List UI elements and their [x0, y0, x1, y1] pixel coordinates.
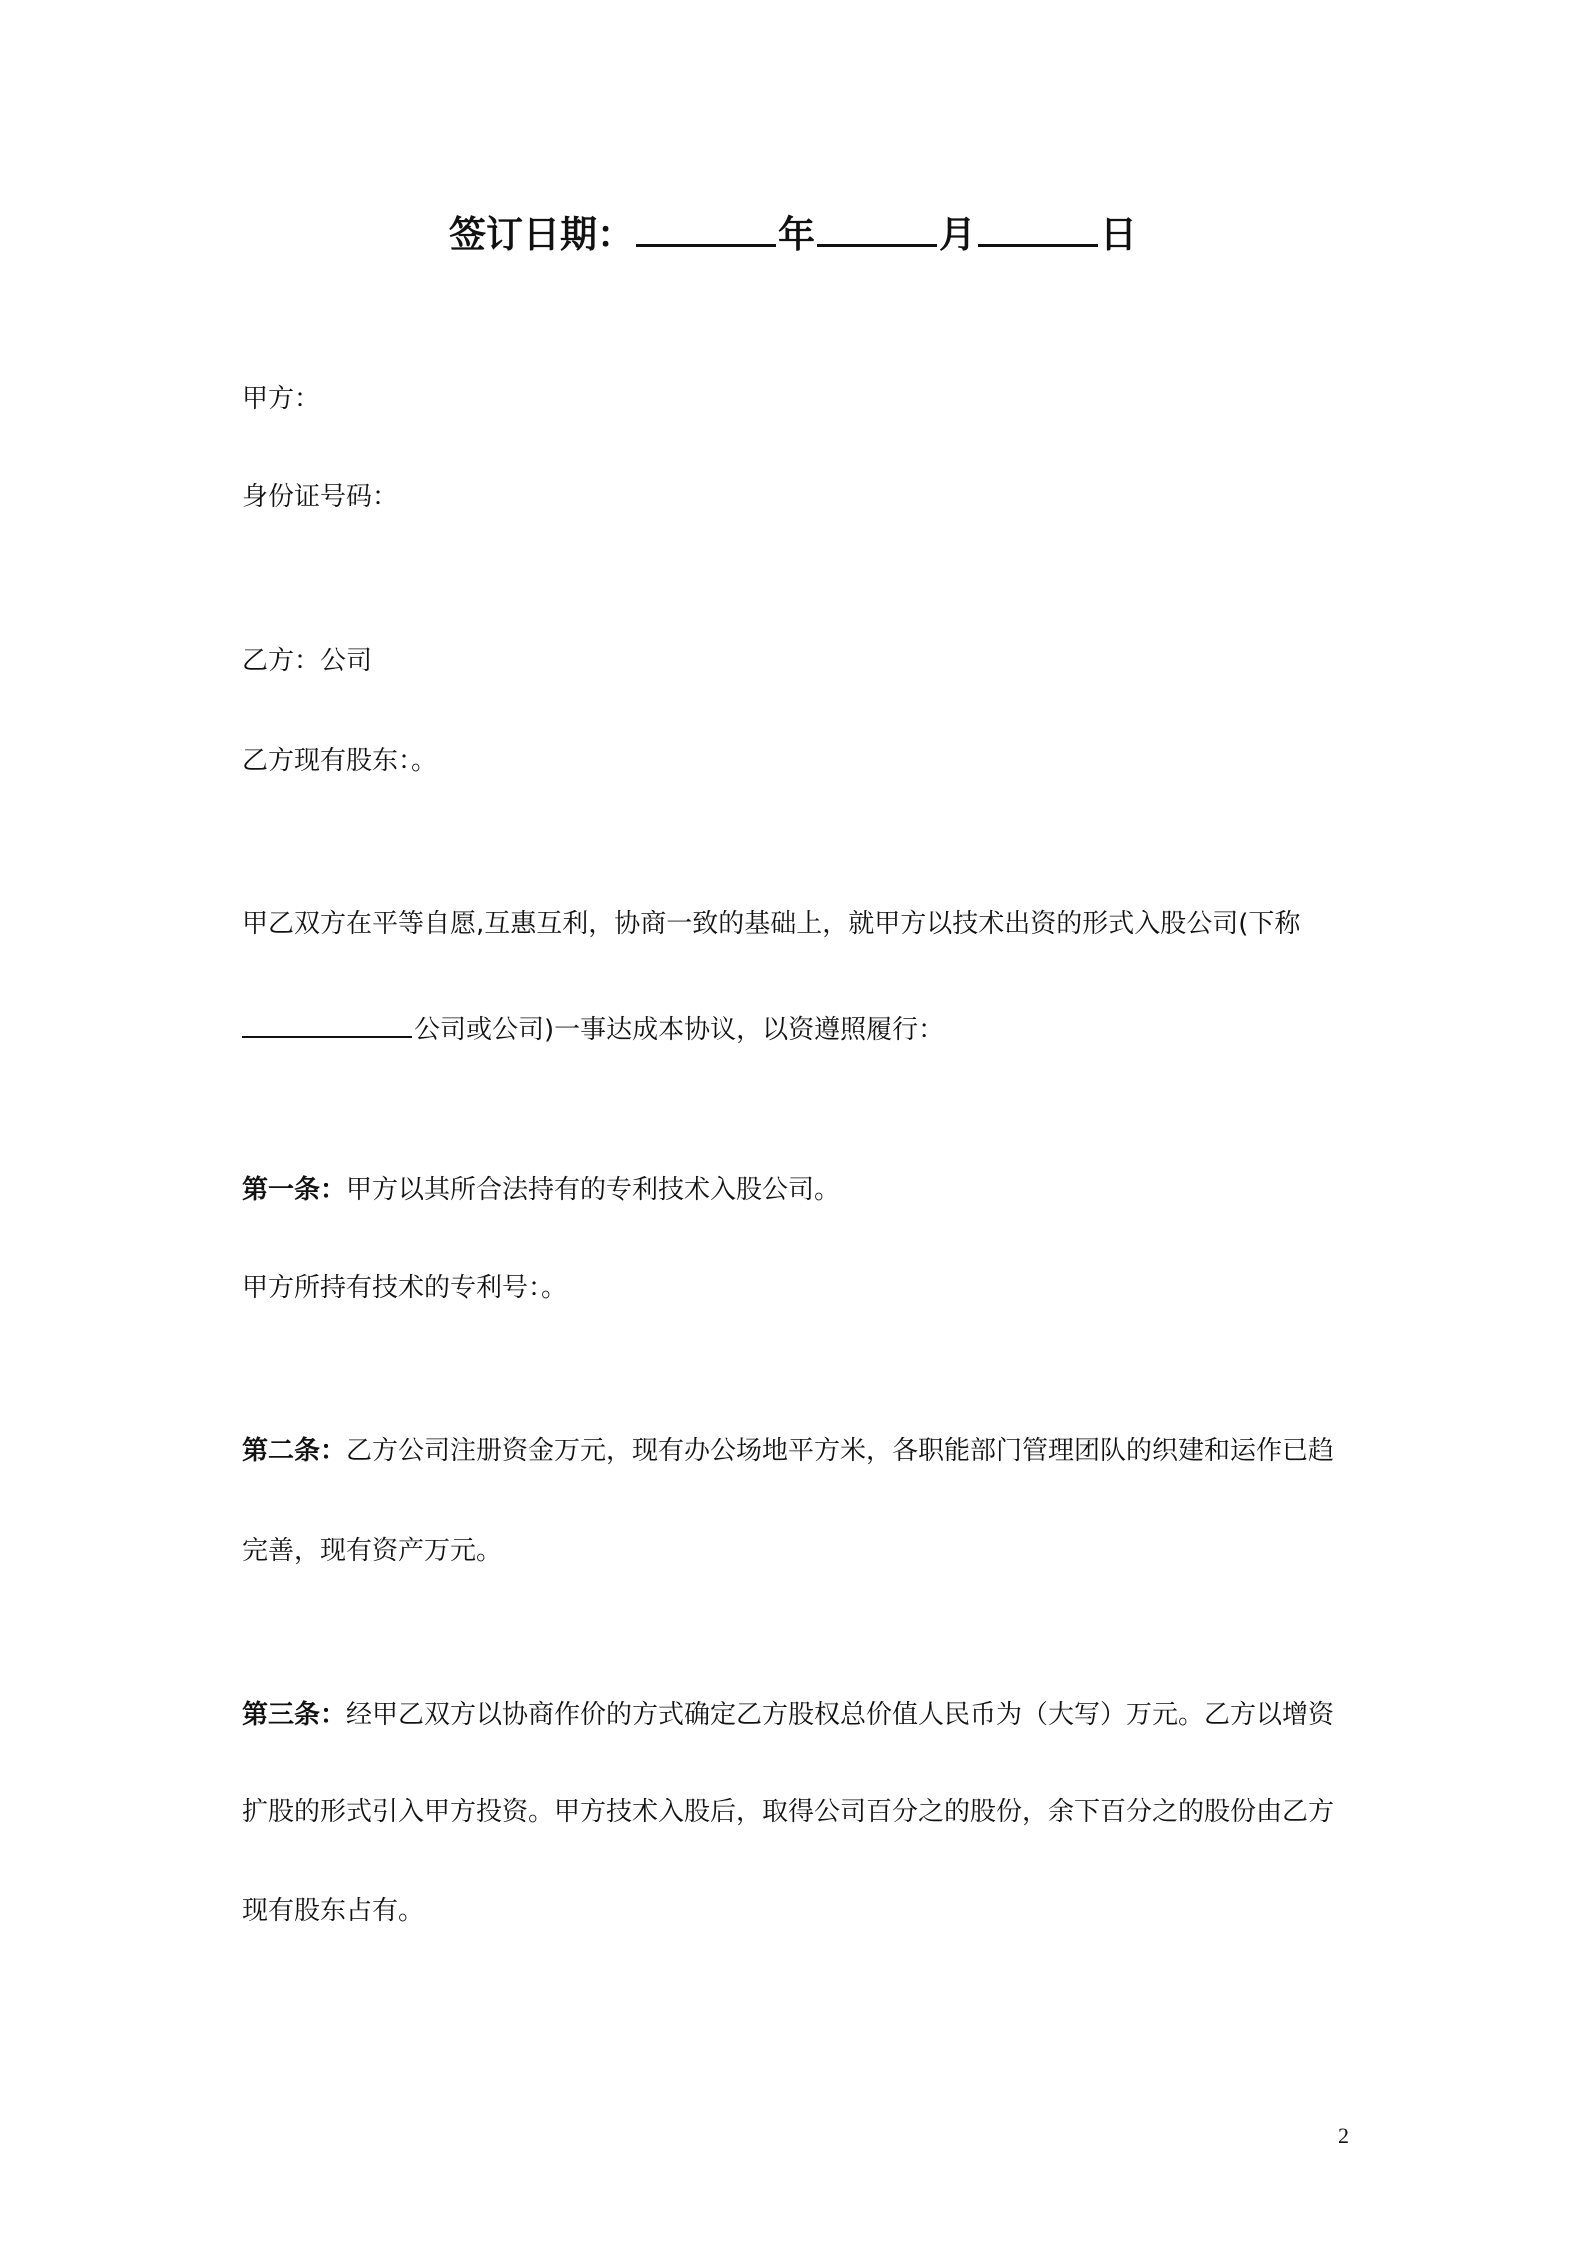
party-a-line: 甲方：	[242, 384, 321, 414]
article-3-heading: 第三条：	[242, 1700, 347, 1730]
article-2-line-1	[242, 1433, 1334, 1469]
article-1-patent-line: 甲方所持有技术的专利号：。	[242, 1273, 568, 1303]
company-name-blank	[242, 1010, 412, 1038]
article-3-text-1: 经甲乙双方以协商作价的方式确定乙方股权总价值人民币为（大写）万元。乙方以增资	[346, 1700, 1335, 1730]
article-1-text: 甲方以其所合法持有的专利技术入股公司。	[346, 1175, 841, 1205]
id-number-line: 身份证号码：	[242, 482, 399, 512]
year-label: 年	[778, 213, 815, 256]
signing-date-label: 签订日期：	[449, 213, 634, 256]
article-3-line-2: 扩股的形式引入甲方投资。甲方技术入股后，取得公司百分之的股份，余下百分之的股份由乙方	[242, 1797, 1335, 1827]
article-1-heading: 第一条：	[242, 1175, 347, 1205]
article-3-line-3: 现有股东占有。	[242, 1896, 425, 1926]
day-blank	[978, 198, 1098, 247]
preamble-line-2	[242, 1010, 944, 1048]
article-1-line	[242, 1172, 840, 1208]
article-2-text-1: 乙方公司注册资金万元，现有办公场地平方米，各职能部门管理团队的织建和运作已趋	[346, 1436, 1335, 1466]
article-2-heading: 第二条：	[242, 1436, 347, 1466]
party-b-line: 乙方：公司	[242, 646, 373, 676]
month-blank	[817, 198, 937, 247]
page-number: 2	[1338, 2123, 1349, 2148]
year-blank	[636, 198, 776, 247]
signing-date-title	[0, 198, 1586, 265]
article-2-line-2: 完善，现有资产万元。	[242, 1536, 503, 1566]
article-3-line-1	[242, 1697, 1334, 1733]
day-label: 日	[1100, 213, 1137, 256]
preamble-line-1: 甲乙双方在平等自愿,互惠互利，协商一致的基础上，就甲方以技术出资的形式入股公司(下称	[242, 909, 1301, 939]
preamble-line-2-text: 公司或公司)一事达成本协议，以资遵照履行：	[414, 1015, 945, 1045]
month-label: 月	[939, 213, 976, 256]
party-b-shareholders-line: 乙方现有股东：。	[242, 746, 438, 776]
